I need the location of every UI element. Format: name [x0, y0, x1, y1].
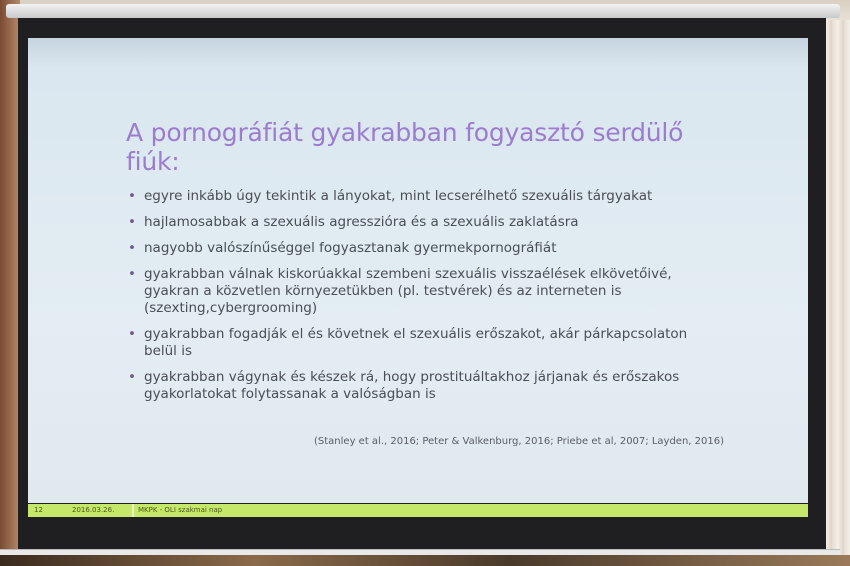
slide-date: 2016.03.26. — [72, 506, 115, 514]
projector-screen-housing — [6, 4, 840, 18]
slide-title: A pornográfiát gyakrabban fogyasztó serdülő fiúk: — [126, 118, 684, 176]
bullet-item: • egyre inkább úgy tekintik a lányokat, mint lecserélhető szexuális tárgyakat — [128, 188, 688, 205]
bullet-item: • gyakrabban vágynak és készek rá, hogy prostituáltakhoz járjanak és erőszakos gyakorlatokat folytassanak a valóságban is — [128, 369, 688, 403]
citation: (Stanley et al., 2016; Peter & Valkenburg, 2016; Priebe et al, 2007; Layden, 2016) — [314, 436, 724, 447]
bullet-item: • gyakrabban válnak kiskorúakkal szembeni szexuális visszaélések elkövetőivé, gyakran a közvetlen környezetükben (pl. testvérek) és az interneten is (szexting,cybergrooming) — [128, 266, 688, 317]
room-floor-strip — [0, 555, 850, 566]
footer-divider — [132, 504, 134, 517]
slide-page-number: 12 — [34, 506, 43, 514]
left-wall — [0, 0, 20, 566]
bullet-item: • nagyobb valószínűséggel fogyasztanak gyermekpornográfiát — [128, 240, 688, 257]
slide-header-strip — [28, 38, 808, 66]
bullet-item: • gyakrabban fogadják el és követnek el szexuális erőszakot, akár párkapcsolaton belül is — [128, 326, 688, 360]
slide-event-name: MKPK - OLI szakmai nap — [138, 506, 223, 514]
projection-screen — [18, 18, 826, 550]
bullet-list — [128, 188, 688, 412]
bullet-item: • hajlamosabbak a szexuális agresszióra és a szexuális zaklatásra — [128, 214, 688, 231]
presentation-slide — [28, 38, 808, 514]
slide-footer — [28, 504, 808, 517]
